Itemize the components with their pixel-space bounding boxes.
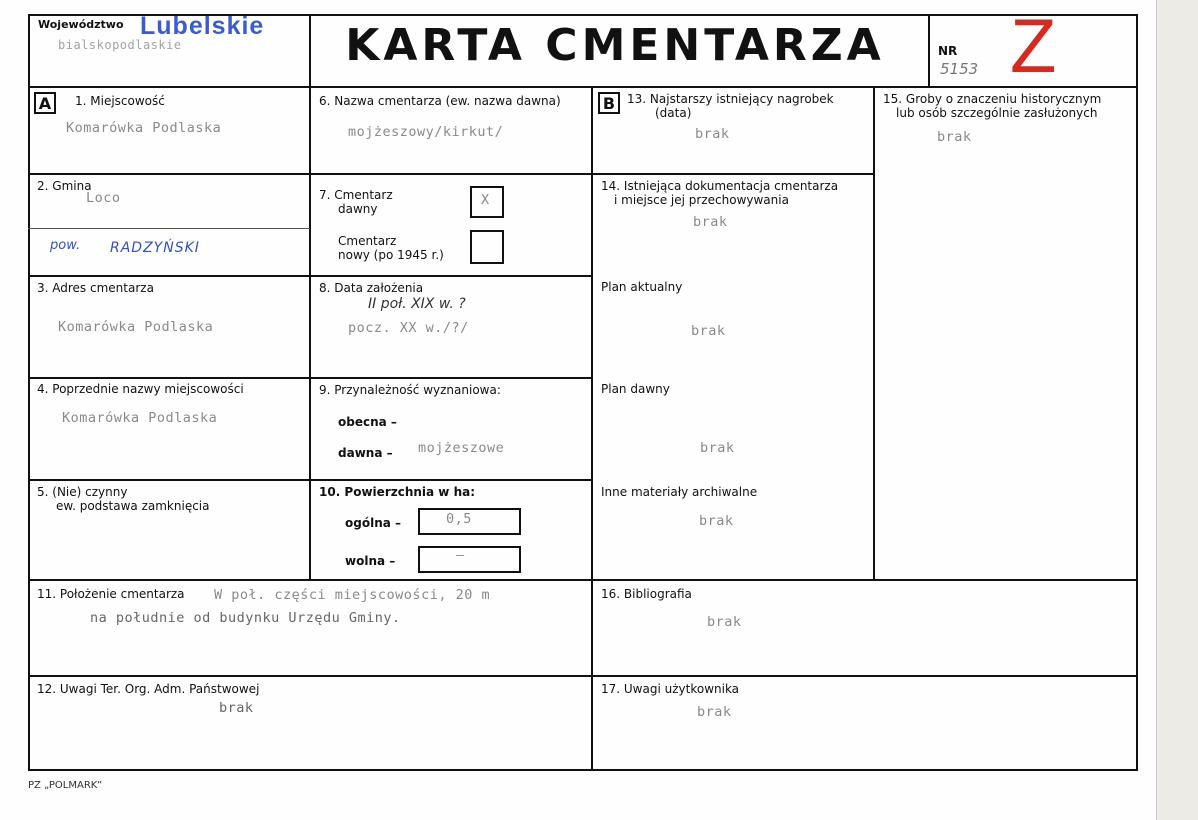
rule-gmina-sub — [28, 228, 310, 229]
inne-value: brak — [699, 513, 734, 529]
rule-left-1 — [28, 173, 592, 175]
nr-value: 5153 — [940, 60, 979, 78]
field-7-label: 7. Cmentarz — [319, 188, 393, 202]
nr-mark: Z — [1010, 4, 1057, 89]
rule-left-2 — [28, 275, 592, 277]
powiat-prefix: pow. — [50, 238, 81, 253]
rule-row-12 — [28, 675, 1138, 677]
plan-dawny-value: brak — [700, 440, 735, 456]
field-8-value: pocz. XX w./?/ — [348, 320, 469, 336]
field-11-label: 11. Położenie cmentarza — [37, 587, 185, 601]
wolna-field[interactable] — [418, 546, 521, 573]
rule-col-3 — [873, 86, 875, 580]
field-13-label: 13. Najstarszy istniejący nagrobek — [627, 92, 834, 106]
field-1-label: 1. Miejscowość — [75, 94, 165, 108]
field-13-value: brak — [695, 126, 730, 142]
field-8-handwritten: II poł. XIX w. ? — [368, 296, 466, 312]
field-12-label: 12. Uwagi Ter. Org. Adm. Państwowej — [37, 682, 260, 696]
field-5-sublabel: ew. podstawa zamknięcia — [56, 499, 210, 513]
field-1-value: Komarówka Podlaska — [66, 120, 222, 136]
field-3-label: 3. Adres cmentarza — [37, 281, 154, 295]
field-14-sublabel: i miejsce jej przechowywania — [614, 193, 789, 207]
page-edge — [1156, 0, 1198, 820]
rule-left-4 — [28, 479, 592, 481]
field-2-value: Loco — [86, 190, 121, 206]
field-17-value: brak — [697, 704, 732, 720]
field-10-label: 10. Powierzchnia w ha: — [319, 485, 476, 499]
field-15-label: 15. Groby o znaczeniu historycznym — [883, 92, 1102, 106]
plan-aktualny-value: brak — [691, 323, 726, 339]
plan-dawny-label: Plan dawny — [601, 382, 670, 396]
wojewodztwo-stamp: Lubelskie — [140, 12, 265, 40]
field-2-label: 2. Gmina — [37, 179, 92, 193]
field-4-label: 4. Poprzednie nazwy miejscowości — [37, 382, 244, 396]
rule-left-3 — [28, 377, 592, 379]
field-10-wolna: wolna – — [345, 554, 396, 568]
page-title: KARTA CMENTARZA — [345, 20, 885, 71]
powiat-value: RADZYŃSKI — [110, 240, 200, 256]
wolna-value: – — [456, 547, 465, 563]
field-4-value: Komarówka Podlaska — [62, 410, 218, 426]
field-8-label: 8. Data założenia — [319, 281, 424, 295]
field-11-value-2: na południe od budynku Urzędu Gminy. — [90, 610, 401, 626]
cmentarz-dawny-check: X — [481, 192, 490, 208]
nr-label: NR — [938, 44, 958, 58]
field-15-sublabel: lub osób szczególnie zasłużonych — [896, 106, 1098, 120]
field-16-label: 16. Bibliografia — [601, 587, 692, 601]
field-14-value: brak — [693, 214, 728, 230]
field-13-sublabel: (data) — [655, 106, 692, 120]
field-11-value-1: W poł. części miejscowości, 20 m — [214, 587, 491, 603]
field-6-value: mojżeszowy/kirkut/ — [348, 124, 504, 140]
wojewodztwo-label: Województwo — [38, 18, 124, 31]
rule-header — [28, 86, 1138, 88]
field-6-label: 6. Nazwa cmentarza (ew. nazwa dawna) — [319, 94, 561, 108]
field-9-obecna: obecna – — [338, 415, 397, 429]
field-16-value: brak — [707, 614, 742, 630]
field-17-label: 17. Uwagi użytkownika — [601, 682, 740, 696]
cmentarz-nowy-checkbox[interactable] — [470, 230, 504, 264]
rule-col-1 — [309, 86, 311, 580]
field-10-ogolna: ogólna – — [345, 516, 402, 530]
section-a-marker: A — [34, 92, 56, 114]
field-15-value: brak — [937, 129, 972, 145]
ogolna-value: 0,5 — [446, 511, 472, 527]
section-b-marker: B — [598, 92, 620, 114]
field-12-value: brak — [219, 700, 254, 716]
inne-label: Inne materiały archiwalne — [601, 485, 758, 499]
plan-aktualny-label: Plan aktualny — [601, 280, 683, 294]
footer-printer: PZ „POLMARK” — [28, 780, 103, 791]
field-7-label-2b: nowy (po 1945 r.) — [338, 248, 444, 262]
wojewodztwo-old: bialskopodlaskie — [58, 38, 182, 52]
field-9-dawna-value: mojżeszowe — [418, 440, 505, 456]
field-14-label: 14. Istniejąca dokumentacja cmentarza — [601, 179, 839, 193]
field-9-dawna: dawna – — [338, 446, 393, 460]
rule-row-11 — [28, 579, 1138, 581]
field-7-label-2: Cmentarz — [338, 234, 397, 248]
field-9-label: 9. Przynależność wyznaniowa: — [319, 383, 501, 397]
rule-col-2 — [591, 86, 593, 771]
field-7-label-b: dawny — [338, 202, 378, 216]
field-5-label: 5. (Nie) czynny — [37, 485, 128, 499]
field-3-value: Komarówka Podlaska — [58, 319, 214, 335]
rule-header-v2 — [928, 14, 930, 86]
rule-b-1 — [591, 173, 874, 175]
